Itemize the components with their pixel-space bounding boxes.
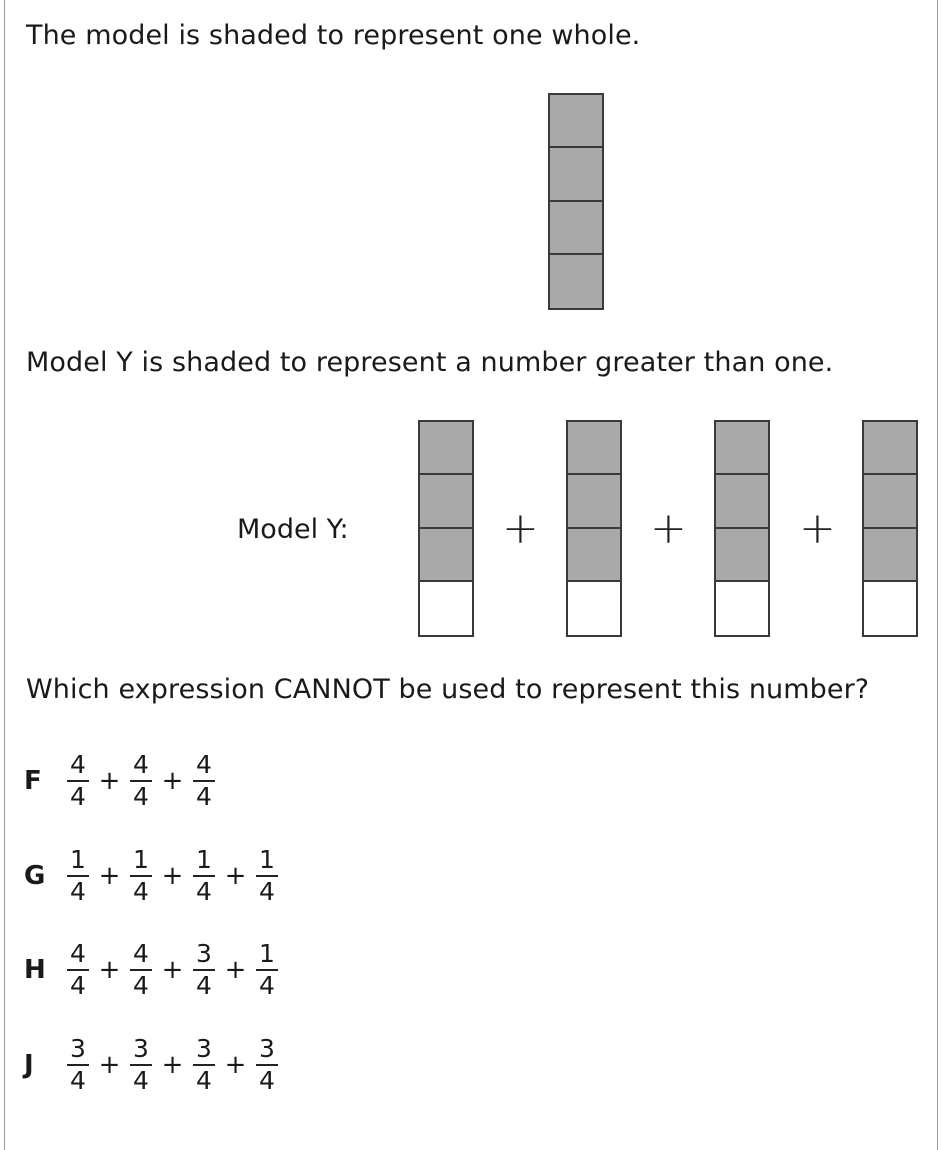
plus-operator: + — [224, 861, 247, 891]
denominator: 4 — [196, 877, 212, 906]
plus-operator: + — [224, 955, 247, 985]
denominator: 4 — [70, 971, 86, 1000]
numerator: 4 — [70, 939, 86, 968]
denominator: 4 — [133, 782, 149, 811]
numerator: 3 — [196, 939, 212, 968]
denominator: 4 — [259, 877, 275, 906]
plus-operator: + — [98, 861, 121, 891]
denominator: 4 — [196, 782, 212, 811]
shaded-part — [864, 422, 916, 475]
model-y-column — [418, 420, 474, 637]
plus-operator: + — [161, 955, 184, 985]
expression — [64, 846, 281, 906]
plus-operator: + — [98, 1050, 121, 1080]
denominator: 4 — [133, 1066, 149, 1095]
model-y-intro-text: Model Y is shaded to represent a number greater than one. — [26, 347, 834, 378]
expression — [64, 751, 218, 811]
fraction — [127, 940, 155, 1000]
question-text: Which expression CANNOT be used to represent this number? — [26, 674, 870, 705]
numerator: 1 — [133, 845, 149, 874]
fraction — [64, 940, 92, 1000]
model-y-column — [566, 420, 622, 637]
intro-text: The model is shaded to represent one whole. — [26, 20, 641, 51]
fraction — [190, 846, 218, 906]
plus-sign: + — [502, 503, 539, 554]
choice-f[interactable] — [24, 745, 218, 817]
choice-g[interactable] — [24, 840, 281, 912]
shaded-part — [716, 422, 768, 475]
fraction — [127, 1035, 155, 1095]
numerator: 4 — [196, 750, 212, 779]
plus-operator: + — [161, 861, 184, 891]
model-y-label: Model Y: — [237, 514, 349, 545]
numerator: 4 — [133, 750, 149, 779]
fraction — [190, 940, 218, 1000]
shaded-part — [864, 529, 916, 582]
plus-sign: + — [799, 503, 836, 554]
unshaded-part — [420, 582, 472, 635]
fraction — [190, 751, 218, 811]
shaded-part — [550, 202, 602, 255]
fraction — [253, 940, 281, 1000]
shaded-part — [568, 475, 620, 528]
denominator: 4 — [70, 877, 86, 906]
denominator: 4 — [70, 782, 86, 811]
choice-j[interactable] — [24, 1029, 281, 1101]
numerator: 1 — [196, 845, 212, 874]
fraction — [127, 751, 155, 811]
numerator: 1 — [259, 845, 275, 874]
fraction — [64, 1035, 92, 1095]
shaded-part — [568, 529, 620, 582]
numerator: 3 — [196, 1034, 212, 1063]
numerator: 3 — [259, 1034, 275, 1063]
shaded-part — [864, 475, 916, 528]
denominator: 4 — [196, 971, 212, 1000]
fraction — [64, 751, 92, 811]
model-y-column — [862, 420, 918, 637]
denominator: 4 — [259, 971, 275, 1000]
denominator: 4 — [133, 877, 149, 906]
choice-letter: H — [24, 955, 46, 985]
choice-h[interactable] — [24, 934, 281, 1006]
plus-operator: + — [224, 1050, 247, 1080]
numerator: 4 — [133, 939, 149, 968]
numerator: 3 — [70, 1034, 86, 1063]
plus-operator: + — [161, 766, 184, 796]
fraction — [64, 846, 92, 906]
choice-letter: G — [24, 861, 46, 891]
shaded-part — [550, 148, 602, 201]
denominator: 4 — [196, 1066, 212, 1095]
shaded-part — [568, 422, 620, 475]
numerator: 1 — [259, 939, 275, 968]
expression — [64, 1035, 281, 1095]
fraction — [253, 846, 281, 906]
whole-model — [548, 93, 604, 310]
numerator: 3 — [133, 1034, 149, 1063]
shaded-part — [550, 255, 602, 308]
shaded-part — [420, 529, 472, 582]
plus-operator: + — [161, 1050, 184, 1080]
plus-sign: + — [650, 503, 687, 554]
plus-operator: + — [98, 766, 121, 796]
plus-operator: + — [98, 955, 121, 985]
denominator: 4 — [133, 971, 149, 1000]
unshaded-part — [568, 582, 620, 635]
choice-letter: J — [24, 1050, 34, 1080]
choice-letter: F — [24, 766, 42, 796]
fraction — [253, 1035, 281, 1095]
denominator: 4 — [70, 1066, 86, 1095]
shaded-part — [716, 475, 768, 528]
numerator: 4 — [70, 750, 86, 779]
shaded-part — [550, 95, 602, 148]
shaded-part — [420, 475, 472, 528]
fraction — [190, 1035, 218, 1095]
fraction — [127, 846, 155, 906]
denominator: 4 — [259, 1066, 275, 1095]
expression — [64, 940, 281, 1000]
unshaded-part — [864, 582, 916, 635]
unshaded-part — [716, 582, 768, 635]
model-y-column — [714, 420, 770, 637]
numerator: 1 — [70, 845, 86, 874]
shaded-part — [420, 422, 472, 475]
shaded-part — [716, 529, 768, 582]
